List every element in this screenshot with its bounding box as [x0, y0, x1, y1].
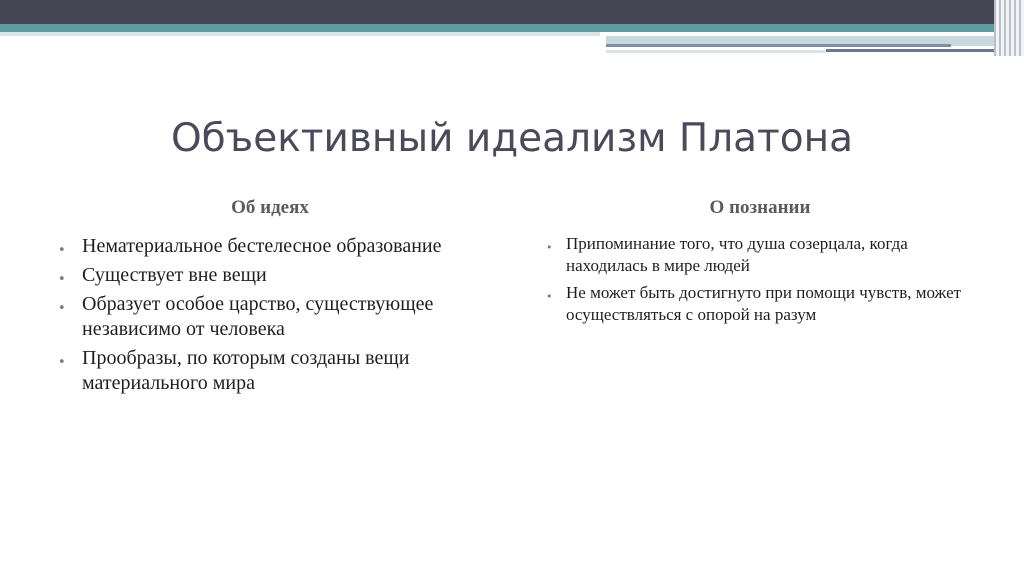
list-item-text: Припоминание того, что душа созерцала, когда находилась в мире людей [566, 234, 908, 275]
header-band-right-short-line [826, 49, 1004, 52]
header-band-right-pale-line [606, 50, 826, 53]
bullet-icon: • [58, 243, 66, 258]
list-item-text: Не может быть достигнуто при помощи чувств, может осуществляться с опорой на разум [566, 283, 962, 324]
left-bullet-list [58, 234, 498, 400]
header-stripes-decoration [994, 0, 1024, 56]
header-band-teal [0, 24, 1000, 32]
list-item [58, 292, 498, 342]
list-item-text: Существует вне вещи [82, 264, 267, 286]
header-band-right-line [606, 44, 951, 47]
list-item [546, 233, 986, 277]
list-item [58, 263, 498, 288]
list-item-text: Образует особое царство, существующее независимо от человека [82, 293, 434, 340]
bullet-icon: • [58, 272, 66, 287]
bullet-icon: • [58, 355, 66, 370]
list-item-text: Прообразы, по которым созданы вещи материального мира [82, 347, 410, 394]
header-band-pale [0, 32, 600, 36]
right-column-heading: О познании [709, 197, 811, 218]
left-column-heading: Об идеях [231, 197, 309, 218]
list-item [58, 234, 498, 259]
bullet-icon: • [58, 301, 66, 316]
bullet-icon: • [546, 290, 553, 303]
list-item [58, 346, 498, 396]
bullet-icon: • [546, 241, 553, 254]
list-item-text: Нематериальное бестелесное образование [82, 235, 442, 257]
header-band-dark [0, 0, 1024, 24]
list-item [546, 282, 986, 326]
right-bullet-list [546, 233, 986, 331]
slide-title: Объективный идеализм Платона [170, 116, 854, 161]
